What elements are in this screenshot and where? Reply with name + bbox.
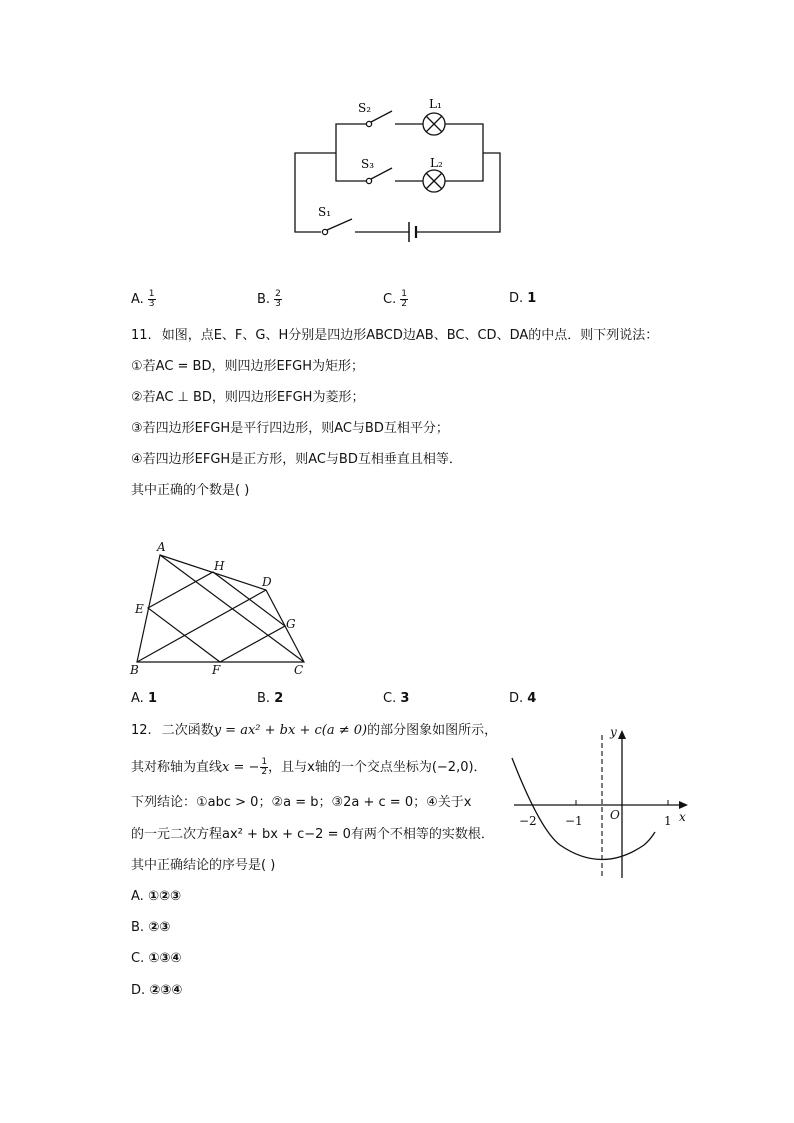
- point-h: H: [214, 559, 225, 573]
- quadrilateral-figure: [125, 535, 315, 680]
- q10-option-b: B. $\frac{2}{3}$: [257, 289, 281, 309]
- q11-statement-1: ①若AC = BD，则四边形EFGH为矩形；: [131, 359, 365, 374]
- y-axis-label: y: [610, 725, 617, 739]
- q11-statement-3: ③若四边形EFGH是平行四边形，则AC与BD互相平分；: [131, 421, 449, 436]
- q11-option-a: A. 1: [131, 691, 157, 706]
- q12-question: 其中正确结论的序号是( ): [131, 858, 276, 873]
- q11-question: 其中正确的个数是( ): [131, 483, 250, 498]
- x-axis-label: x: [679, 810, 686, 824]
- q10-option-d: D. 1: [509, 291, 537, 306]
- vertex-b: B: [130, 663, 139, 677]
- q12-line-1: 12. 二次函数y = ax² + bx + c(a ≠ 0)的部分图象如图所示，: [131, 723, 498, 738]
- vertex-d: D: [262, 575, 272, 589]
- q11-statement-2: ②若AC ⊥ BD，则四边形EFGH为菱形；: [131, 390, 365, 405]
- vertex-a: A: [157, 540, 166, 554]
- q12-line-3: 下列结论：①abc > 0；②a = b；③2a + c = 0；④关于x: [131, 795, 472, 810]
- point-e: E: [135, 602, 144, 616]
- label-s3: S₃: [361, 157, 375, 171]
- vertex-c: C: [294, 663, 304, 677]
- q10-option-a: A. $\frac{1}{3}$: [131, 289, 155, 309]
- q11-statement-4: ④若四边形EFGH是正方形，则AC与BD互相垂直且相等．: [131, 452, 462, 467]
- point-f: F: [212, 663, 221, 677]
- label-l1: L₁: [429, 97, 442, 111]
- tick-label-minus-2: −2: [519, 814, 537, 828]
- q12-option-b: B. ②③: [131, 920, 171, 935]
- tick-label-minus-1: −1: [565, 814, 583, 828]
- q12-option-c: C. ①③④: [131, 951, 182, 966]
- origin-label: O: [610, 808, 620, 822]
- q12-line-4: 的一元二次方程ax² + bx + c−2 = 0有两个不相等的实数根．: [131, 827, 494, 842]
- tick-label-1: 1: [664, 814, 672, 828]
- label-s1: S₁: [318, 205, 332, 219]
- q11-option-c: C. 3: [383, 691, 410, 706]
- parabola-graph: [505, 722, 695, 882]
- point-g: G: [286, 617, 296, 631]
- q12-line-2: 其对称轴为直线x = − $\frac{1}{2}$ ，且与x轴的一个交点坐标为(−2,0)．: [131, 757, 487, 777]
- label-l2: L₂: [430, 156, 443, 170]
- label-s2: S₂: [358, 101, 372, 115]
- q11-option-b: B. 2: [257, 691, 284, 706]
- parabola-curve: [512, 758, 655, 860]
- q10-option-c: C. $\frac{1}{2}$: [383, 289, 407, 309]
- q12-option-d: D. ②③④: [131, 983, 183, 998]
- circuit-diagram: [280, 90, 520, 250]
- q11-stem: 11. 如图，点E、F、G、H分别是四边形ABCD边AB、BC、CD、DA的中点．则下列说法：: [131, 328, 659, 343]
- q11-option-d: D. 4: [509, 691, 537, 706]
- q12-option-a: A. ①②③: [131, 889, 181, 904]
- branch-top-wire: [336, 124, 366, 153]
